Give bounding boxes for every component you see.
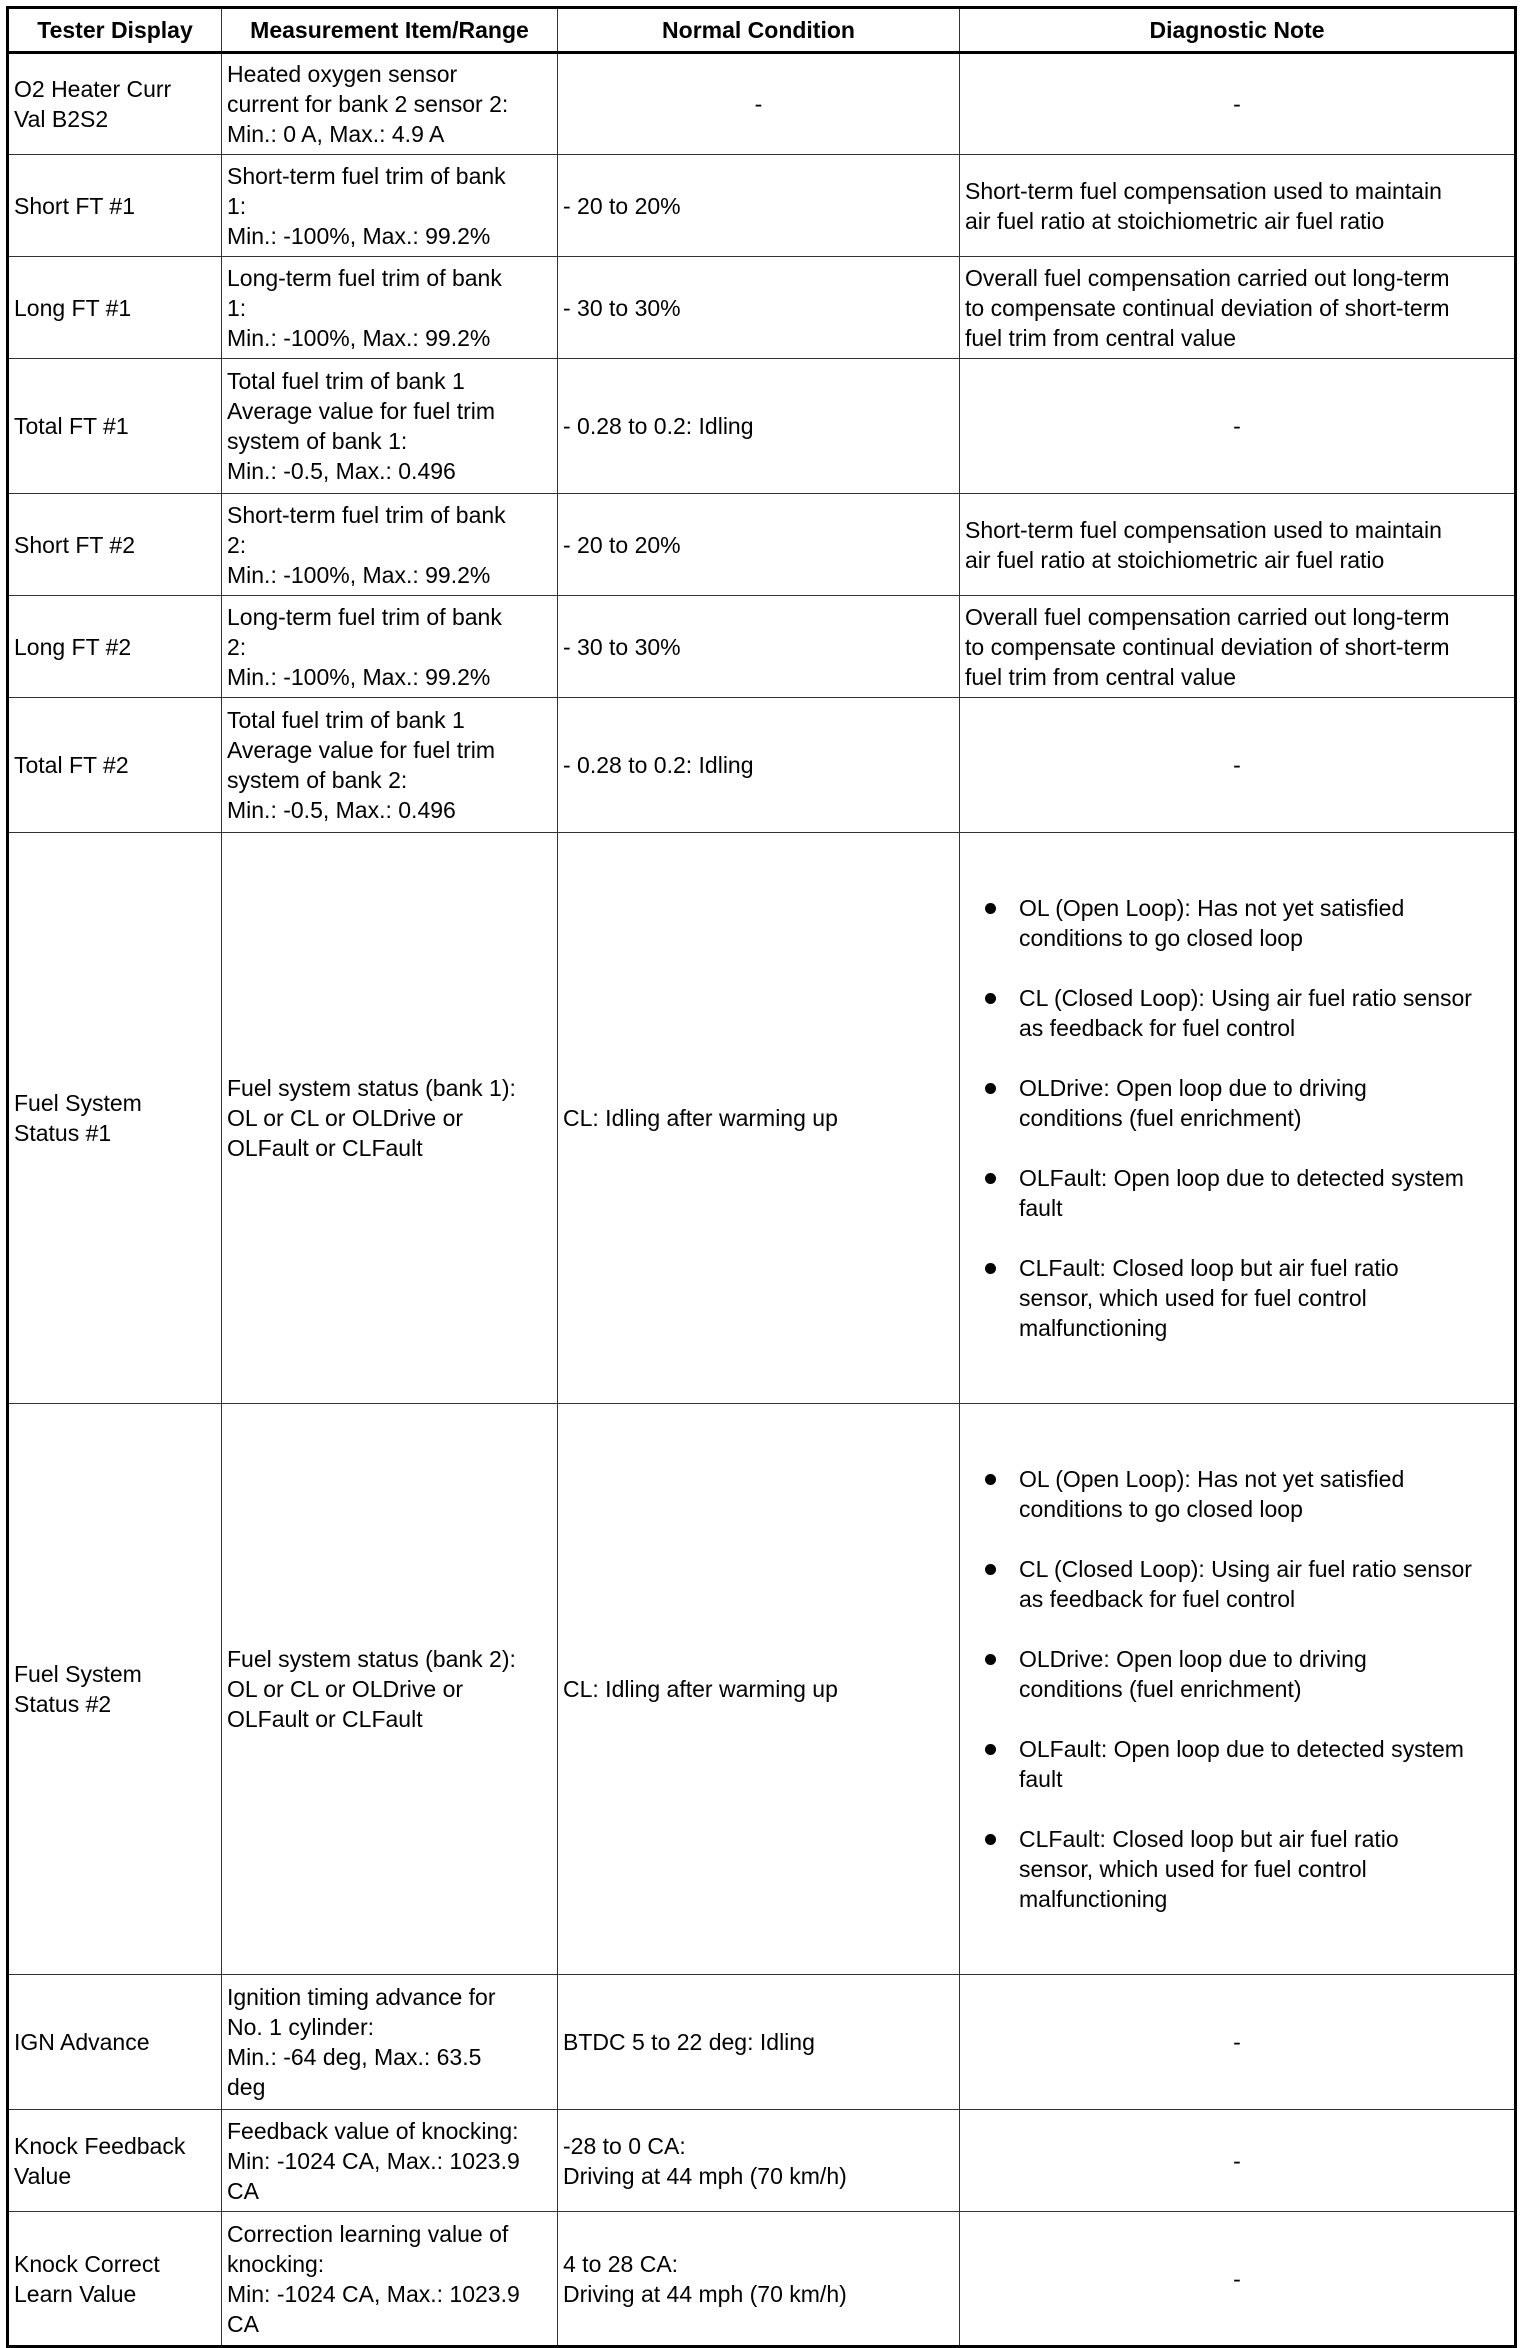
list-item: CLFault: Closed loop but air fuel ratio sensor, which used for fuel control malfunctioning (965, 1253, 1509, 1343)
tester-display-cell: Fuel System Status #2 (8, 1404, 222, 1975)
list-item: OL (Open Loop): Has not yet satisfied conditions to go closed loop (965, 893, 1509, 953)
bullet-icon (985, 1474, 996, 1485)
list-item: OL (Open Loop): Has not yet satisfied conditions to go closed loop (965, 1464, 1509, 1524)
tester-display-cell: Short FT #1 (8, 155, 222, 257)
table-row (8, 698, 1516, 833)
measurement-item-cell: Total fuel trim of bank 1 Average value for fuel trim system of bank 2: Min.: -0.5, Max.: 0.496 (222, 698, 558, 833)
normal-condition-cell: CL: Idling after warming up (558, 1404, 960, 1975)
header-row (8, 8, 1516, 53)
diagnostic-note-cell: Overall fuel compensation carried out long-term to compensate continual deviation of short-term fuel trim from central value (960, 596, 1516, 698)
table-row (8, 53, 1516, 155)
tester-display-cell: IGN Advance (8, 1975, 222, 2110)
status-bullet-list (965, 863, 1509, 1373)
normal-condition-cell: CL: Idling after warming up (558, 833, 960, 1404)
diagnostic-note-cell: Short-term fuel compensation used to maintain air fuel ratio at stoichiometric air fuel ratio (960, 494, 1516, 596)
table-row (8, 1404, 1516, 1975)
header-measurement-item: Measurement Item/Range (222, 8, 558, 53)
measurement-item-cell: Heated oxygen sensor current for bank 2 sensor 2: Min.: 0 A, Max.: 4.9 A (222, 53, 558, 155)
list-item: OLDrive: Open loop due to driving conditions (fuel enrichment) (965, 1073, 1509, 1133)
bullet-icon (985, 1654, 996, 1665)
diagnostic-note-cell: Short-term fuel compensation used to maintain air fuel ratio at stoichiometric air fuel ratio (960, 155, 1516, 257)
measurement-item-cell: Long-term fuel trim of bank 1: Min.: -100%, Max.: 99.2% (222, 257, 558, 359)
bullet-icon (985, 1564, 996, 1575)
normal-condition-cell: - 30 to 30% (558, 596, 960, 698)
list-item: CL (Closed Loop): Using air fuel ratio sensor as feedback for fuel control (965, 1554, 1509, 1614)
normal-condition-cell: BTDC 5 to 22 deg: Idling (558, 1975, 960, 2110)
table-row (8, 257, 1516, 359)
table-row (8, 833, 1516, 1404)
list-item: CL (Closed Loop): Using air fuel ratio sensor as feedback for fuel control (965, 983, 1509, 1043)
status-bullet-list (965, 1434, 1509, 1944)
normal-condition-cell: - 20 to 20% (558, 494, 960, 596)
normal-condition-cell: -28 to 0 CA: Driving at 44 mph (70 km/h) (558, 2110, 960, 2212)
table-row (8, 494, 1516, 596)
table-row (8, 2212, 1516, 2347)
bullet-icon (985, 903, 996, 914)
table-row (8, 1975, 1516, 2110)
measurement-item-cell: Feedback value of knocking: Min: -1024 CA, Max.: 1023.9 CA (222, 2110, 558, 2212)
tester-display-cell: Knock Correct Learn Value (8, 2212, 222, 2347)
measurement-item-cell: Correction learning value of knocking: Min: -1024 CA, Max.: 1023.9 CA (222, 2212, 558, 2347)
list-item: OLFault: Open loop due to detected system fault (965, 1734, 1509, 1794)
normal-condition-cell: - (558, 53, 960, 155)
diagnostic-note-cell: - (960, 698, 1516, 833)
tester-display-cell: Total FT #2 (8, 698, 222, 833)
tester-display-cell: Fuel System Status #1 (8, 833, 222, 1404)
measurement-item-cell: Ignition timing advance for No. 1 cylinder: Min.: -64 deg, Max.: 63.5 deg (222, 1975, 558, 2110)
normal-condition-cell: - 20 to 20% (558, 155, 960, 257)
measurement-item-cell: Long-term fuel trim of bank 2: Min.: -100%, Max.: 99.2% (222, 596, 558, 698)
diagnostic-note-cell: - (960, 359, 1516, 494)
table-row (8, 359, 1516, 494)
tester-display-cell: Total FT #1 (8, 359, 222, 494)
tester-display-cell: Knock Feedback Value (8, 2110, 222, 2212)
tester-display-cell: Short FT #2 (8, 494, 222, 596)
bullet-icon (985, 1173, 996, 1184)
list-item: OLFault: Open loop due to detected system fault (965, 1163, 1509, 1223)
normal-condition-cell: 4 to 28 CA: Driving at 44 mph (70 km/h) (558, 2212, 960, 2347)
normal-condition-cell: - 0.28 to 0.2: Idling (558, 359, 960, 494)
header-diagnostic-note: Diagnostic Note (960, 8, 1516, 53)
header-tester-display: Tester Display (8, 8, 222, 53)
diagnostic-note-cell: - (960, 2110, 1516, 2212)
data-list-table (6, 6, 1517, 2348)
header-normal-condition: Normal Condition (558, 8, 960, 53)
measurement-item-cell: Short-term fuel trim of bank 2: Min.: -100%, Max.: 99.2% (222, 494, 558, 596)
diagnostic-note-cell (960, 833, 1516, 1404)
diagnostic-note-cell: - (960, 1975, 1516, 2110)
tester-display-cell: Long FT #2 (8, 596, 222, 698)
measurement-item-cell: Fuel system status (bank 1): OL or CL or OLDrive or OLFault or CLFault (222, 833, 558, 1404)
table-row (8, 2110, 1516, 2212)
list-item: OLDrive: Open loop due to driving conditions (fuel enrichment) (965, 1644, 1509, 1704)
bullet-icon (985, 993, 996, 1004)
bullet-icon (985, 1083, 996, 1094)
bullet-icon (985, 1834, 996, 1845)
tester-display-cell: Long FT #1 (8, 257, 222, 359)
list-item: CLFault: Closed loop but air fuel ratio sensor, which used for fuel control malfunctioning (965, 1824, 1509, 1914)
table-row (8, 596, 1516, 698)
bullet-icon (985, 1263, 996, 1274)
measurement-item-cell: Total fuel trim of bank 1 Average value for fuel trim system of bank 1: Min.: -0.5, Max.: 0.496 (222, 359, 558, 494)
diagnostic-note-cell: Overall fuel compensation carried out long-term to compensate continual deviation of short-term fuel trim from central value (960, 257, 1516, 359)
tester-display-cell: O2 Heater Curr Val B2S2 (8, 53, 222, 155)
table-row (8, 155, 1516, 257)
normal-condition-cell: - 0.28 to 0.2: Idling (558, 698, 960, 833)
diagnostic-note-cell: - (960, 53, 1516, 155)
bullet-icon (985, 1744, 996, 1755)
diagnostic-note-cell: - (960, 2212, 1516, 2347)
measurement-item-cell: Fuel system status (bank 2): OL or CL or OLDrive or OLFault or CLFault (222, 1404, 558, 1975)
normal-condition-cell: - 30 to 30% (558, 257, 960, 359)
measurement-item-cell: Short-term fuel trim of bank 1: Min.: -100%, Max.: 99.2% (222, 155, 558, 257)
diagnostic-note-cell (960, 1404, 1516, 1975)
